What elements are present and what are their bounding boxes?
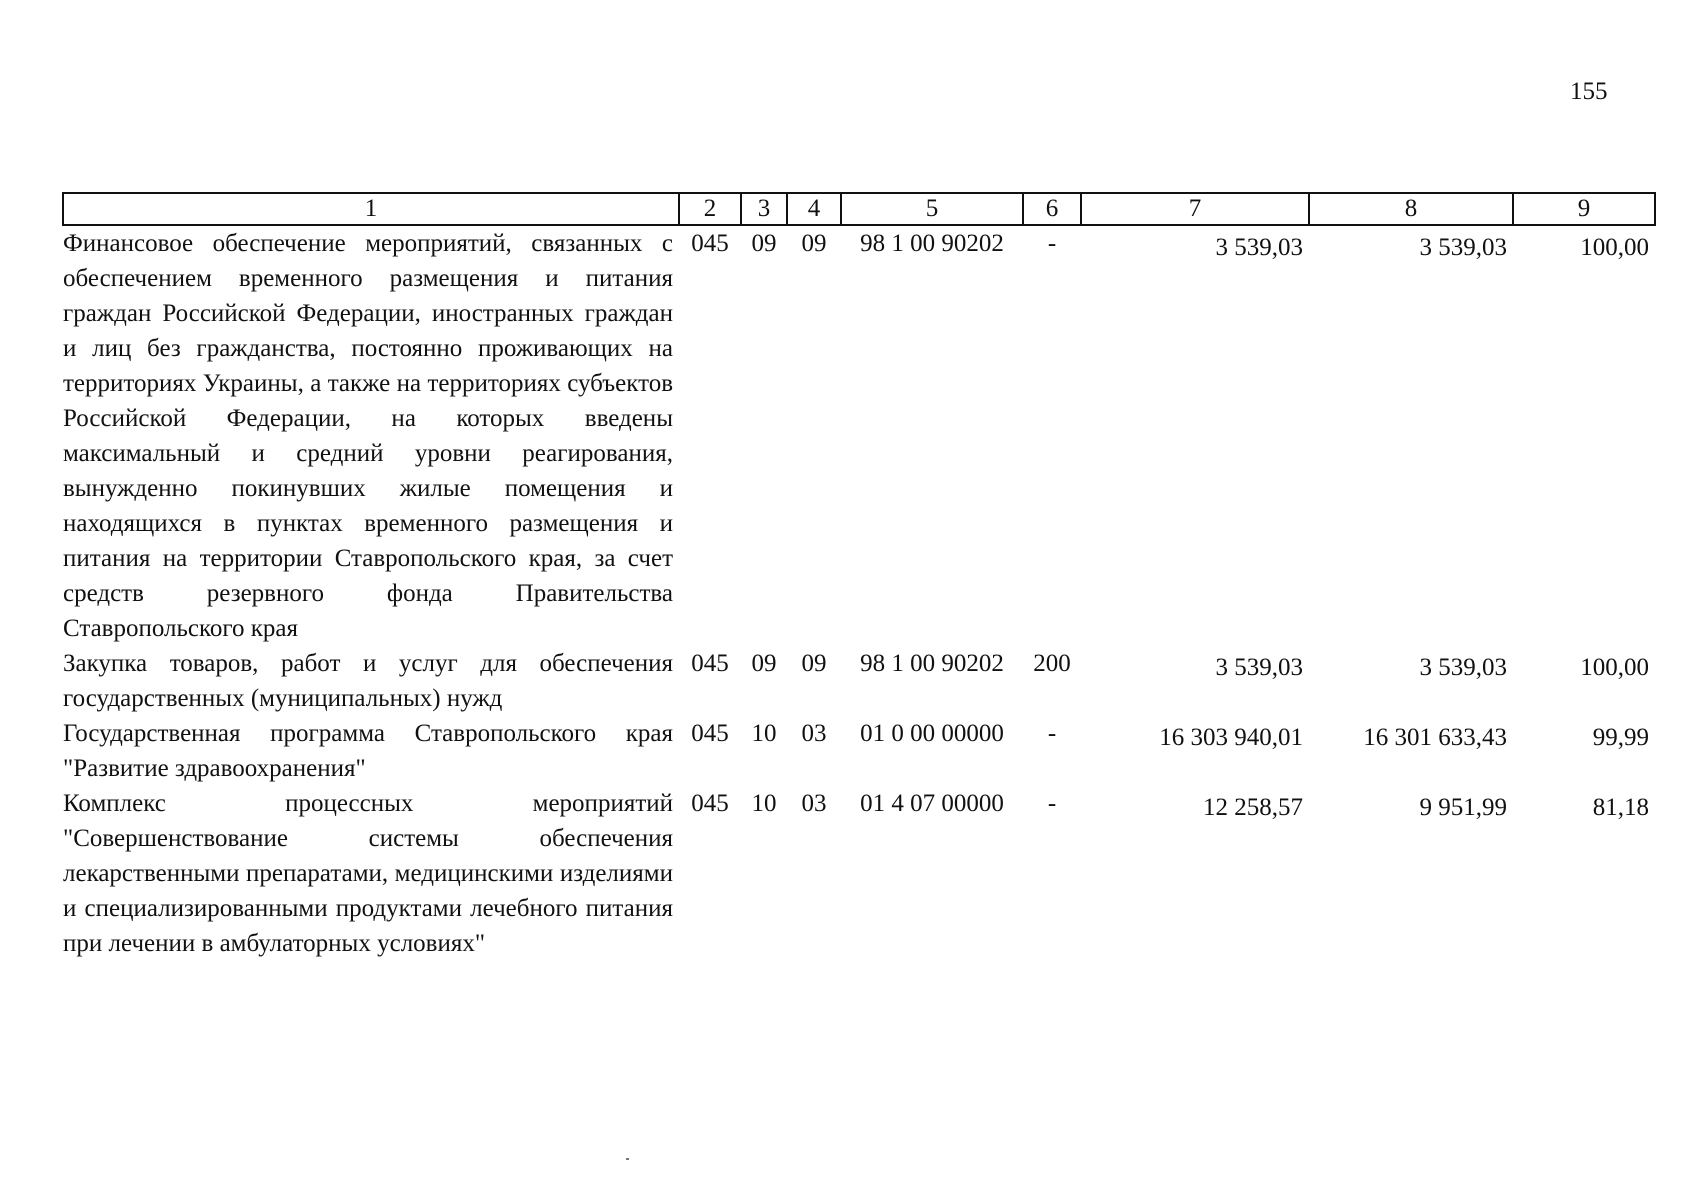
row-percent — [1513, 716, 1655, 786]
row-planned — [1081, 225, 1309, 646]
row-target-article: 01 0 00 00000 — [860, 720, 1004, 747]
row-percent-value: 81,18 — [1592, 794, 1649, 821]
table-row — [63, 646, 1655, 716]
row-planned-value: 3 539,03 — [1215, 234, 1303, 261]
row-percent-value: 99,99 — [1592, 724, 1649, 751]
row-grbs: 045 — [691, 790, 729, 817]
row-executed — [1309, 646, 1513, 716]
column-header-expense-type: 6 — [1023, 193, 1081, 225]
row-subsection: 03 — [801, 720, 827, 747]
row-section: 09 — [751, 650, 777, 677]
scan-speck — [626, 1158, 629, 1160]
column-header-section: 3 — [741, 193, 787, 225]
column-header-percent: 9 — [1513, 193, 1655, 225]
row-executed — [1309, 225, 1513, 646]
column-header-executed: 8 — [1309, 193, 1513, 225]
row-section: 10 — [751, 790, 777, 817]
row-planned — [1081, 646, 1309, 716]
table-row — [63, 716, 1655, 786]
column-header-grbs: 2 — [679, 193, 741, 225]
page-number: 155 — [1570, 78, 1608, 105]
table-row — [63, 225, 1655, 646]
row-executed-value: 3 539,03 — [1419, 654, 1507, 681]
column-header-name: 1 — [63, 193, 679, 225]
row-name: Закупка товаров, работ и услуг для обеспечения государственных (муниципальных) нужд — [63, 650, 673, 712]
row-planned — [1081, 786, 1309, 961]
row-expense-type: - — [1047, 230, 1057, 257]
column-header-planned: 7 — [1081, 193, 1309, 225]
table-header-row — [63, 193, 1655, 225]
row-executed-value: 9 951,99 — [1419, 794, 1507, 821]
row-name: Финансовое обеспечение мероприятий, связанных с обеспечением временного размещения и питания граждан Российской Федерации, иностранных граждан и лиц без гражданства, постоянно проживающих на территориях Украины, а также на территориях субъектов Российской Федерации, на которых введены максимальный и средний уровни реагирования, вынужденно покинувших жилые помещения и находящихся в пунктах временного размещения и питания на территории Ставропольского края, за счет средств резервного фонда Правительства Ставропольского края — [63, 230, 673, 642]
row-planned-value: 16 303 940,01 — [1159, 724, 1303, 751]
row-section: 10 — [751, 720, 777, 747]
row-percent — [1513, 646, 1655, 716]
row-planned — [1081, 716, 1309, 786]
column-header-target-article: 5 — [841, 193, 1023, 225]
row-grbs: 045 — [691, 650, 729, 677]
row-grbs: 045 — [691, 720, 729, 747]
row-subsection: 09 — [801, 650, 827, 677]
row-target-article: 98 1 00 90202 — [860, 230, 1004, 257]
row-section: 09 — [751, 230, 777, 257]
row-planned-value: 3 539,03 — [1215, 654, 1303, 681]
row-subsection: 09 — [801, 230, 827, 257]
row-executed-value: 16 301 633,43 — [1363, 724, 1507, 751]
budget-table — [62, 192, 1656, 961]
row-percent-value: 100,00 — [1580, 654, 1649, 681]
row-executed-value: 3 539,03 — [1419, 234, 1507, 261]
row-percent-value: 100,00 — [1580, 234, 1649, 261]
row-name: Комплекс процессных мероприятий "Совершенствование системы обеспечения лекарственными препаратами, медицинскими изделиями и специализированными продуктами лечебного питания при лечении в амбулаторных условиях" — [63, 790, 673, 957]
column-header-subsection: 4 — [787, 193, 841, 225]
row-expense-type: 200 — [1033, 650, 1071, 677]
table-row — [63, 786, 1655, 961]
row-name: Государственная программа Ставропольского края "Развитие здравоохранения" — [63, 720, 673, 782]
row-grbs: 045 — [691, 230, 729, 257]
row-expense-type: - — [1047, 790, 1057, 817]
row-target-article: 98 1 00 90202 — [860, 650, 1004, 677]
row-target-article: 01 4 07 00000 — [860, 790, 1004, 817]
row-executed — [1309, 786, 1513, 961]
row-expense-type: - — [1047, 720, 1057, 747]
row-planned-value: 12 258,57 — [1203, 794, 1303, 821]
row-subsection: 03 — [801, 790, 827, 817]
row-executed — [1309, 716, 1513, 786]
row-percent — [1513, 225, 1655, 646]
row-percent — [1513, 786, 1655, 961]
